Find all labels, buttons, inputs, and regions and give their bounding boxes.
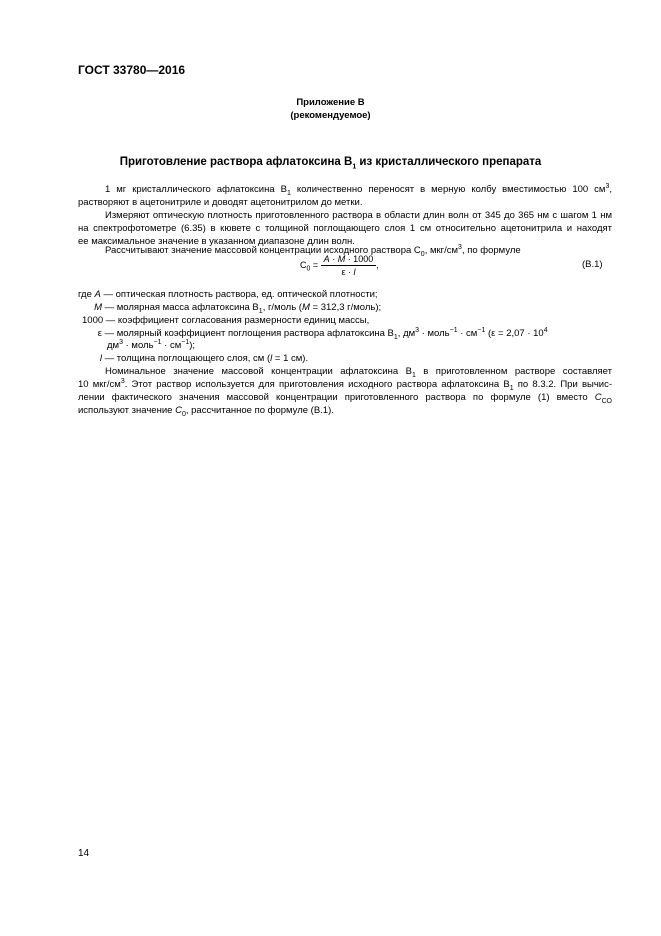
paragraph-4-line-4: используют значение $C_0$, рассчитанное по формуле (В.1). [78, 405, 334, 418]
formula-fraction [321, 254, 377, 277]
formula-denominator: ε · l [341, 267, 356, 277]
where-item-m: M — молярная масса афлатоксина $В_1$, г/моль (M = 312,3 г/моль); [94, 302, 382, 315]
paragraph-1 [78, 183, 612, 209]
where-item-epsilon-cont: $дм^3$ · моль$^{-1}$ · $см^{-1}$); [107, 338, 196, 351]
where-item-1000: 1000 — коэффициент согласования размерности единиц массы, [82, 315, 370, 326]
paragraph-4-line-1: Номинальное значение массовой концентрации афлатоксина $В_1$ в приготовленном растворе составляет [105, 366, 612, 379]
paragraph-1-line-1: 1 мг кристаллического афлатоксина $В_1$ количественно переносят в мерную колбу вместимостью 100 $см^3$, [105, 182, 612, 197]
paragraph-4 [78, 365, 612, 417]
formula-number: (В.1) [582, 259, 603, 270]
paragraph-2-line-1: Измеряют оптическую плотность приготовленного раствора в области длин волн от 345 до 365 нм с шагом 1 нм [105, 210, 612, 221]
paragraph-2 [78, 209, 612, 248]
paragraph-1-line-2: растворяют в ацетонитриле и доводят ацетонитрилом до метки. [78, 197, 363, 208]
where-item-epsilon: ε — молярный коэффициент поглощения раствора афлатоксина $В_1$, $дм^3$ · моль$^{-1}$ · $см^{-1}$ ($\varepsilon = 2,07 \cdot 10^4$ [97, 326, 548, 341]
annex-title: Приготовление раствора афлатоксина $В_1$ из кристаллического препарата [119, 156, 542, 171]
paragraph-2-line-3: ее максимальное значение в указанном диапазоне длин волн. [78, 236, 355, 247]
where-item-a: где A — оптическая плотность раствора, ед. оптической плотности; [78, 289, 378, 300]
formula-b1: $С_0$ = $\frac{A \cdot M \cdot 1000}{\varepsilon \cdot l}$ , [300, 254, 379, 277]
paragraph-4-line-3: лении фактического значения массовой концентрации приготовленного раствора по формуле (1) вместо $C_{СО}$ [78, 392, 612, 405]
annex-status: (рекомендуемое) [290, 110, 371, 121]
document-header: ГОСТ 33780—2016 [78, 63, 186, 77]
annex-label: Приложение В [296, 97, 365, 108]
page-number: 14 [78, 848, 90, 859]
formula-numerator: A · M · 1000 [321, 254, 377, 266]
paragraph-2-line-2: на спектрофотометре (6.35) в кювете с толщиной поглощающего слоя 1 см относительно ацетонитрила и находят [78, 223, 612, 234]
paragraph-4-line-2: 10 мкг/$см^3$. Этот раствор используется для приготовления исходного раствора афлатоксина $В_1$ по 8.3.2. При вычис- [78, 377, 612, 392]
where-item-l: l — толщина поглощающего слоя, см (l = 1 см). [99, 353, 309, 364]
paragraph-3-line-1: Рассчитывают значение массовой концентрации исходного раствора $С_0$, мкг/$см^3$, по формуле [105, 243, 521, 258]
